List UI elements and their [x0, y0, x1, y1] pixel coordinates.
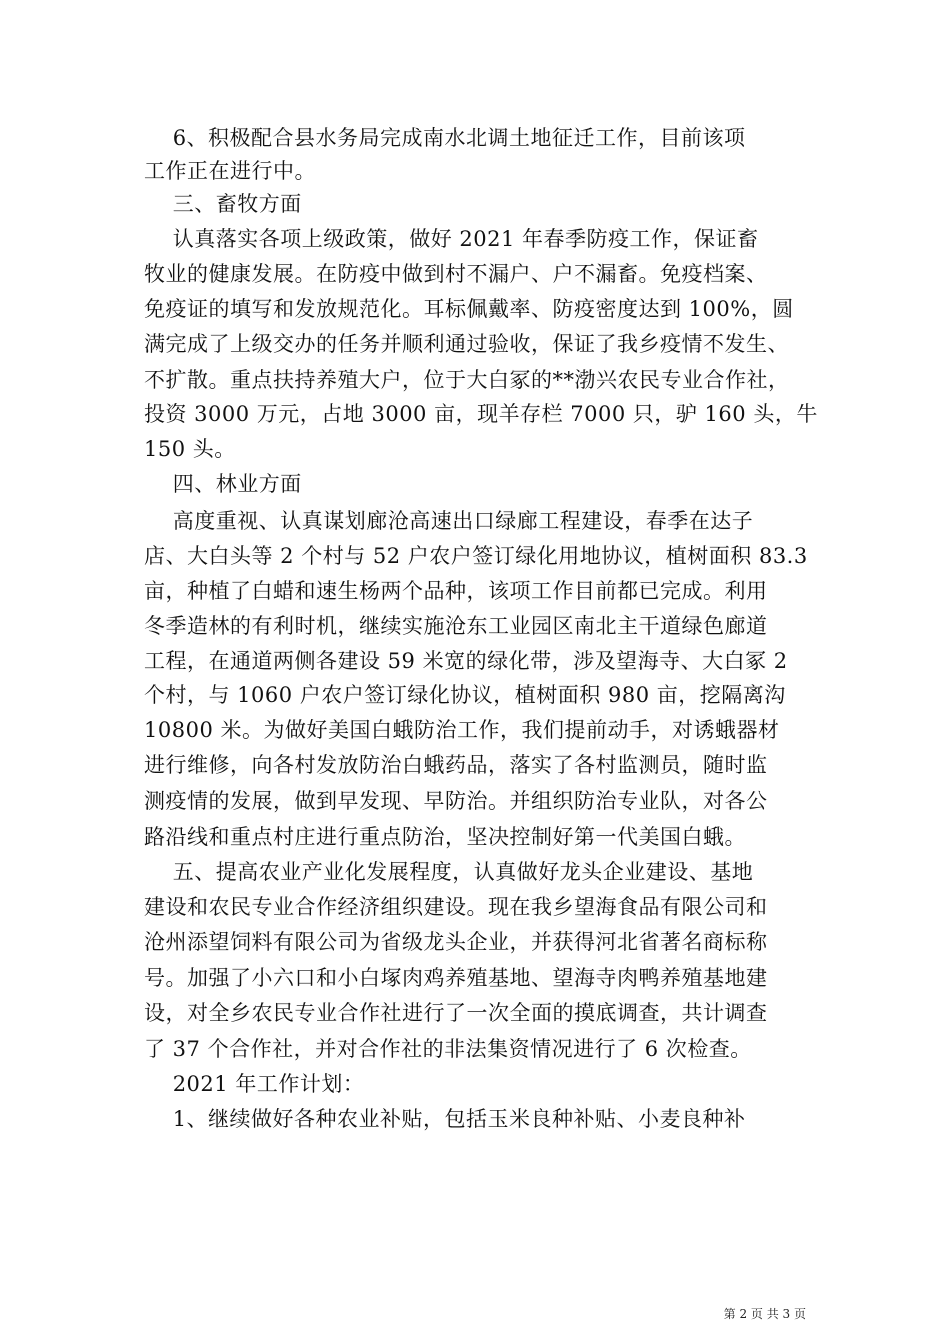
text-line: 150 头。: [144, 437, 236, 461]
text-line: 不扩散。重点扶持养殖大户，位于大白冢的**渤兴农民专业合作社，: [144, 368, 790, 392]
text-line: 测疫情的发展，做到早发现、早防治。并组织防治专业队，对各公: [144, 789, 768, 813]
text-line: 了 37 个合作社，并对合作社的非法集资情况进行了 6 次检查。: [144, 1037, 752, 1061]
text-line: 设，对全乡农民专业合作社进行了一次全面的摸底调查，共计调查: [144, 1001, 768, 1025]
text-line: 冬季造林的有利时机，继续实施沧东工业园区南北主干道绿色廊道: [144, 614, 768, 638]
text-line: 进行维修，向各村发放防治白蛾药品，落实了各村监测员，随时监: [144, 753, 768, 777]
text-line: 号。加强了小六口和小白塚肉鸡养殖基地、望海寺肉鸭养殖基地建: [144, 966, 768, 990]
text-line: 满完成了上级交办的任务并顺利通过验收，保证了我乡疫情不发生、: [144, 332, 789, 356]
page-number: 第 2 页 共 3 页: [723, 1307, 806, 1321]
text-line: 认真落实各项上级政策，做好 2021 年春季防疫工作，保证畜: [144, 227, 759, 251]
text-line: 免疫证的填写和发放规范化。耳标佩戴率、防疫密度达到 100%，圆: [144, 297, 794, 321]
text-line: 三、畜牧方面: [144, 192, 302, 216]
text-line: 2021 年工作计划：: [144, 1072, 365, 1096]
text-line: 1、继续做好各种农业补贴，包括玉米良种补贴、小麦良种补: [144, 1107, 746, 1131]
text-line: 工作正在进行中。: [144, 159, 316, 183]
text-line: 6、积极配合县水务局完成南水北调土地征迁工作，目前该项: [144, 126, 746, 150]
text-line: 10800 米。为做好美国白蛾防治工作，我们提前动手，对诱蛾器材: [144, 718, 780, 742]
text-line: 路沿线和重点村庄进行重点防治，坚决控制好第一代美国白蛾。: [144, 825, 746, 849]
text-line: 工程，在通道两侧各建设 59 米宽的绿化带，涉及望海寺、大白冢 2: [144, 649, 788, 673]
text-line: 五、提高农业产业化发展程度，认真做好龙头企业建设、基地: [144, 860, 754, 884]
text-line: 四、林业方面: [144, 472, 302, 496]
text-line: 高度重视、认真谋划廊沧高速出口绿廊工程建设，春季在达子: [144, 509, 754, 533]
text-line: 个村，与 1060 户农户签订绿化协议，植树面积 980 亩，挖隔离沟: [144, 683, 786, 707]
text-line: 亩，种植了白蜡和速生杨两个品种，该项工作目前都已完成。利用: [144, 579, 768, 603]
text-line: 牧业的健康发展。在防疫中做到村不漏户、户不漏畜。免疫档案、: [144, 262, 768, 286]
text-line: 建设和农民专业合作经济组织建设。现在我乡望海食品有限公司和: [144, 895, 768, 919]
text-line: 投资 3000 万元，占地 3000 亩，现羊存栏 7000 只，驴 160 头，牛: [144, 402, 818, 426]
text-line: 店、大白头等 2 个村与 52 户农户签订绿化用地协议，植树面积 83.3: [144, 544, 808, 568]
text-line: 沧州添望饲料有限公司为省级龙头企业，并获得河北省著名商标称: [144, 930, 768, 954]
